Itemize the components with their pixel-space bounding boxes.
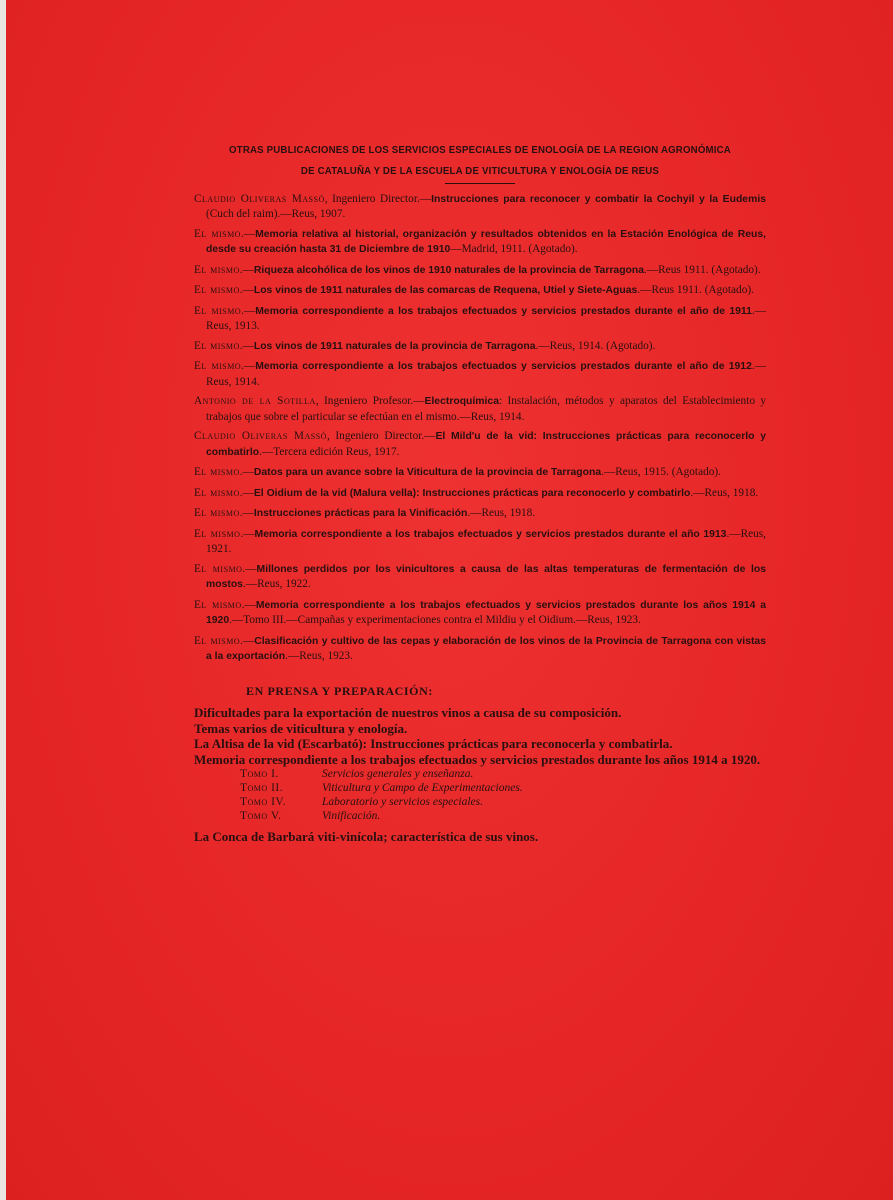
heading-rule xyxy=(445,183,515,184)
publication-entry xyxy=(194,465,766,480)
publication-title: Riqueza alcohólica de los vinos de 1910 naturales de la provincia de Tarragona xyxy=(253,264,645,276)
publication-title: Memoria relativa al historial, organización y resultados obtenidos en la Estación Enológica de Reus, desde su creación hasta 31 de Diciembre de 1910 xyxy=(206,228,766,256)
press-item: Memoria correspondiente a los trabajos efectuados y servicios prestados durante los años 1914 a 1920. xyxy=(194,751,761,767)
tomo-line xyxy=(240,781,766,795)
press-title: EN PRENSA Y PREPARACIÓN: xyxy=(246,684,433,699)
publication-entry xyxy=(194,304,766,334)
publication-title: Datos para un avance sobre la Viticultura de la provincia de Tarragona xyxy=(253,467,602,479)
publication-author: Claudio Oliveras Massó xyxy=(194,430,327,443)
publication-author: El mismo xyxy=(194,360,242,373)
publication-role: .— xyxy=(240,634,255,647)
publication-entry xyxy=(194,506,766,521)
publication-entry xyxy=(194,339,766,354)
press-item: Dificultades para la exportación de nuestros vinos a causa de su composición. xyxy=(194,705,622,721)
publication-title: Memoria correspondiente a los trabajos efectuados y servicios prestados durante el año de 1912 xyxy=(255,361,752,373)
publication-entry xyxy=(194,562,766,593)
publication-title: Millones perdidos por los vinicultores a causa de las altas temperaturas de fermentación de los mostos xyxy=(206,563,766,591)
tomo-line xyxy=(240,767,766,781)
publication-author: Antonio de la Sotilla xyxy=(194,395,316,408)
publication-role: , Ingeniero Director.— xyxy=(324,193,432,205)
publication-details: .—Reus, 1914. (Agotado). xyxy=(535,339,656,352)
publication-title: Instrucciones para reconocer y combatir la Cochyil y la Eudemis xyxy=(431,194,766,205)
publication-title: El Oidium de la vid (Malura vella): Instrucciones prácticas para reconocerlo y combatirlo xyxy=(253,487,691,499)
publication-title: Electroquímica xyxy=(424,396,499,408)
publication-role: .— xyxy=(241,304,256,317)
publication-entry xyxy=(194,394,766,424)
publication-details: .—Reus 1911. (Agotado). xyxy=(644,263,761,276)
publication-role: .— xyxy=(241,598,256,611)
tomo-label: Tomo I. xyxy=(240,768,279,781)
tomo-label: Tomo V. xyxy=(240,810,282,823)
tomo-line xyxy=(240,795,766,809)
publication-entry xyxy=(194,598,766,629)
press-item: Temas varios de viticultura y enología. xyxy=(194,720,408,736)
book-back-cover xyxy=(6,0,893,1200)
publication-details: (Cuch del raim).—Reus, 1907. xyxy=(206,208,346,221)
publication-details: .—Reus, 1923. xyxy=(285,649,353,662)
publication-entry xyxy=(194,486,766,501)
publication-role: , Ingeniero Profesor.— xyxy=(315,395,425,408)
publication-role: .— xyxy=(239,507,254,520)
publication-title: Clasificación y cultivo de las cepas y elaboración de los vinos de la Provincia de Tarragona con vistas a la exportación xyxy=(206,635,766,662)
publication-role: .— xyxy=(239,339,254,352)
publication-title: Memoria correspondiente a los trabajos efectuados y servicios prestados durante el año 1913 xyxy=(254,528,727,540)
publication-details: .—Tercera edición Reus, 1917. xyxy=(259,445,400,458)
press-item-last: La Conca de Barbará viti-vinícola; característica de sus vinos. xyxy=(194,829,539,845)
publication-entry xyxy=(194,634,766,665)
publication-author: El mismo xyxy=(194,598,242,611)
publication-title: Memoria correspondiente a los trabajos efectuados y servicios prestados durante el año de 1911 xyxy=(255,305,752,317)
publication-entry xyxy=(194,527,766,557)
publication-title: Los vinos de 1911 naturales de las comarcas de Requena, Utiel y Siete-Aguas xyxy=(253,285,638,297)
press-item: La Altisa de la vid (Escarbató): Instrucciones prácticas para reconocerla y combatirla. xyxy=(194,736,673,752)
publication-details: .—Reus, 1918. xyxy=(690,486,759,499)
publication-role: , Ingeniero Director.— xyxy=(326,430,436,443)
publication-entry xyxy=(194,359,766,389)
publication-title: Los vinos de 1911 naturales de la provincia de Tarragona xyxy=(253,340,536,352)
publication-entry xyxy=(194,263,766,278)
heading-line-2: DE CATALUÑA Y DE LA ESCUELA DE VITICULTURA Y ENOLOGÍA DE REUS xyxy=(300,165,660,177)
publication-details: .—Reus 1911. (Agotado). xyxy=(637,284,754,297)
tomo-label: Tomo IV. xyxy=(240,796,287,809)
publication-author: El mismo xyxy=(194,284,240,297)
publication-author: El mismo xyxy=(194,339,240,352)
publication-author: El mismo xyxy=(194,562,243,575)
publication-details: .—Reus, 1918. xyxy=(467,507,536,520)
heading-line-1: OTRAS PUBLICACIONES DE LOS SERVICIOS ESPECIALES DE ENOLOGÍA DE LA REGION AGRONÓMICA xyxy=(229,144,731,156)
publication-details: .—Reus, 1914. xyxy=(206,360,766,388)
publication-author: El mismo xyxy=(194,466,240,479)
publication-entry xyxy=(194,429,766,460)
publication-title: Memoria correspondiente a los trabajos efectuados y servicios prestados durante los años 1914 a 1920 xyxy=(206,599,766,626)
publication-details: .—Reus, 1915. (Agotado). xyxy=(601,466,721,479)
publication-title: El Mild'u de la vid: Instrucciones prácticas para reconocerlo y combatirlo xyxy=(206,431,766,458)
publication-author: El mismo xyxy=(194,527,241,540)
publication-author: El mismo xyxy=(194,634,241,647)
publication-title: Instrucciones prácticas para la Vinificación xyxy=(253,508,468,520)
publication-author: Claudio Oliveras Massó xyxy=(194,193,325,205)
publication-author: El mismo xyxy=(194,227,241,240)
publication-entry xyxy=(194,283,766,298)
publication-details: : Instalación, métodos y aparatos del Establecimiento y trabajos que sobre el particular se efectúan en el mismo.—Reus, 1914. xyxy=(206,395,767,423)
publication-role: .— xyxy=(239,284,254,297)
publication-entry xyxy=(194,227,766,258)
tomo-title: Servicios generales y enseñanza. xyxy=(322,768,474,781)
tomo-label: Tomo II. xyxy=(240,782,284,795)
publication-entry xyxy=(194,192,766,222)
publication-role: .— xyxy=(242,562,257,575)
publication-role: .— xyxy=(239,466,254,479)
publication-role: .— xyxy=(240,227,256,240)
publication-details: .—Tomo III.—Campañas y experimentaciones contra el Mildiu y el Oidium.—Reus, 1923. xyxy=(229,613,641,626)
publication-author: El mismo xyxy=(194,486,240,499)
publication-role: .— xyxy=(240,527,255,540)
publication-details: —Madrid, 1911. (Agotado). xyxy=(450,243,578,256)
publication-details: .—Reus, 1922. xyxy=(242,578,311,591)
publication-role: .— xyxy=(239,263,254,276)
tomo-title: Laboratorio y servicios especiales. xyxy=(322,796,483,809)
publication-author: El mismo xyxy=(194,263,240,276)
tomo-title: Viticultura y Campo de Experimentaciones. xyxy=(322,782,523,795)
tomo-line xyxy=(240,809,766,823)
publication-role: .— xyxy=(239,486,254,499)
publication-author: El mismo xyxy=(194,304,242,317)
entries xyxy=(194,192,766,664)
publication-author: El mismo xyxy=(194,507,240,520)
publication-role: .— xyxy=(241,360,256,373)
publication-details: .—Reus, 1921. xyxy=(206,527,767,556)
publications-list xyxy=(194,140,766,845)
publication-details: .—Reus, 1913. xyxy=(206,304,766,333)
tomo-title: Vinificación. xyxy=(322,810,381,823)
